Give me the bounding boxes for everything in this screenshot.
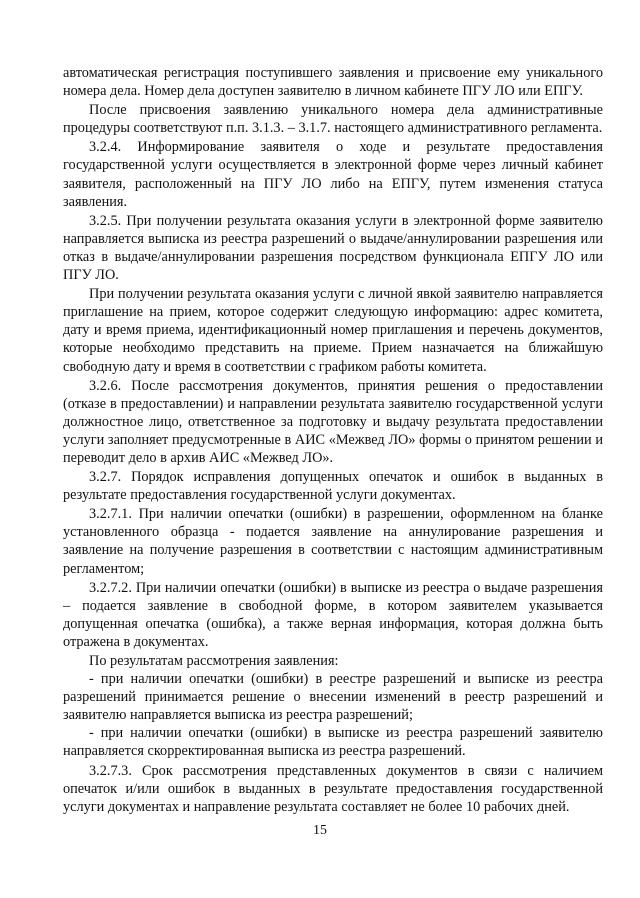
paragraph-3-2-7-3: 3.2.7.3. Срок рассмотрения представленных документов в связи с наличием опечаток и/или ошибок в выданных в результате предоставления государственной услуги документах и направление результата составляет не более 10 рабочих дней. [63,762,603,815]
paragraph-2: После присвоения заявлению уникального номера дела административные процедуры соответствуют п.п. 3.1.3. – 3.1.7. настоящего административного регламента. [63,102,603,137]
page-number: 15 [313,823,327,838]
paragraph-1: автоматическая регистрация поступившего заявления и присвоение ему уникального номера дела. Номер дела доступен заявителю в личном кабинете ПГУ ЛО или ЕПГУ. [63,65,603,100]
list-item-extract-error: - при наличии опечатки (ошибки) в выписке из реестра разрешений заявителю направляется скорректированная выписка из реестра разрешений. [63,725,603,760]
paragraph-3-2-7: 3.2.7. Порядок исправления допущенных опечаток и ошибок в выданных в результате предоставления государственной услуги документах. [63,469,603,504]
paragraph-3-2-6: 3.2.6. После рассмотрения документов, принятия решения о предоставлении (отказе в предоставлении) и направлении результата заявителю государственной услуги должностное лицо, ответственное за подготовку и выдачу результата предоставлении услуги заполняет предусмотренные в АИС «Межвед ЛО» формы о принятом решении и переводит дело в архив АИС «Межвед ЛО». [63,377,603,466]
paragraph-3-2-7-2: 3.2.7.2. При наличии опечатки (ошибки) в выписке из реестра о выдаче разрешения – подается заявление в свободной форме, в котором заявителем указывается допущенная опечатка (ошибка), а также верная информация, которая должна быть отражена в документах. [63,579,603,650]
paragraph-3-2-4: 3.2.4. Информирование заявителя о ходе и результате предоставления государственной услуги осуществляется в электронной форме через личный кабинет заявителя, расположенный на ПГУ ЛО либо на ЕПГУ, путем изменения статуса заявления. [63,139,603,210]
paragraph-3-2-5: 3.2.5. При получении результата оказания услуги в электронной форме заявителю направляется выписка из реестра разрешений о выдаче/аннулировании разрешения или отказ в выдаче/аннулировании разрешения посредством функционала ЕПГУ ЛО или ПГУ ЛО. [63,212,603,284]
paragraph-personal-visit: При получении результата оказания услуги с личной явкой заявителю направляется приглашение на прием, которое содержит следующую информацию: адрес комитета, дату и время приема, идентификационный номер приглашения и перечень документов, которые необходимо представить на приеме. Прием назначается на ближайшую свободную дату и время в соответствии с графиком работы комитета. [63,286,603,375]
paragraph-3-2-7-1: 3.2.7.1. При наличии опечатки (ошибки) в разрешении, оформленном на бланке установленного образца - подается заявление на аннулирование разрешения и заявление на получение разрешения в соответствии с настоящим административным регламентом; [63,506,603,577]
document-page [63,64,603,816]
paragraph-results-intro: По результатам рассмотрения заявления: [89,653,339,669]
list-item-registry-error: - при наличии опечатки (ошибки) в реестре разрешений и выписке из реестра разрешений принимается решение о внесении изменений в реестр разрешений и заявителю направляется выписка из реестра разрешений; [63,671,603,724]
